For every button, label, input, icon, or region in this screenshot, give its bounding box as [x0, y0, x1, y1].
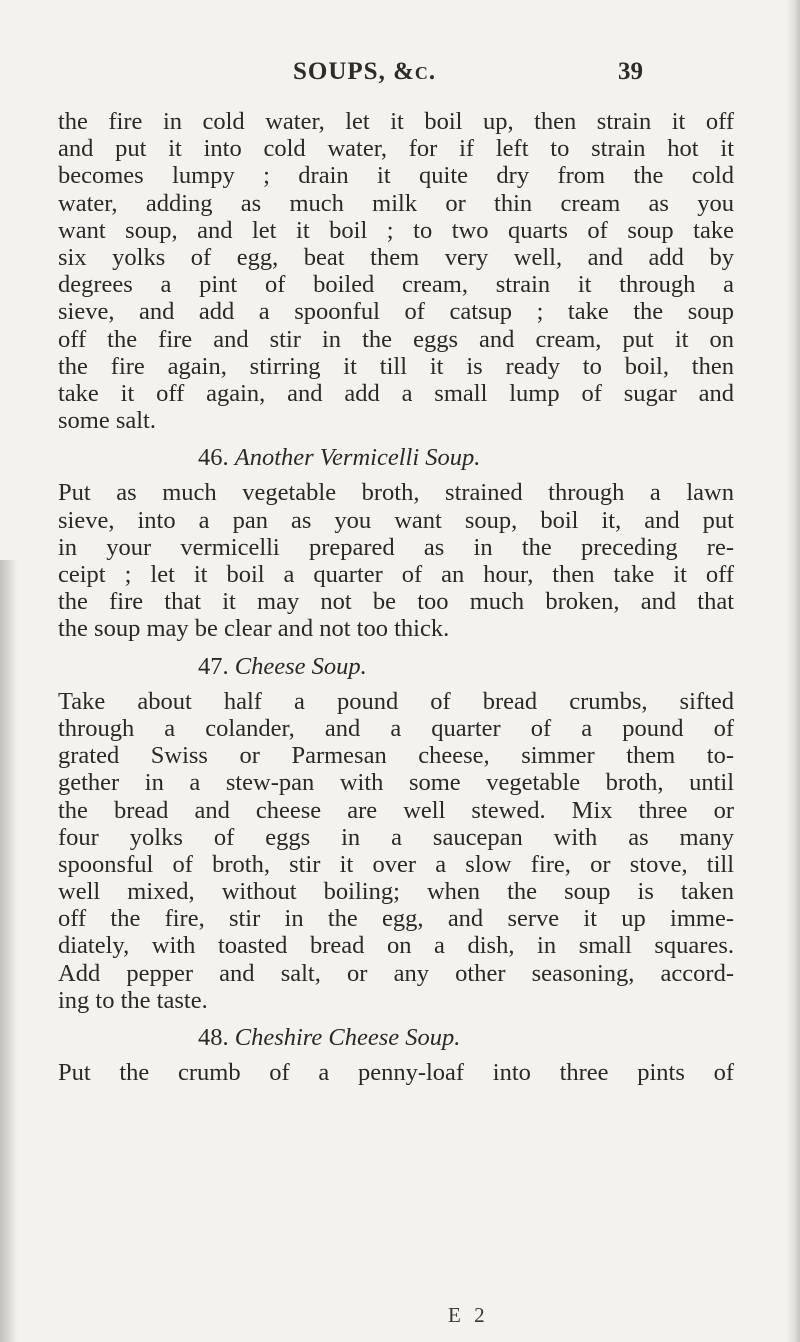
recipe-section-47 [58, 653, 734, 1014]
recipe-number: 47. [198, 652, 229, 680]
recipe-heading [58, 653, 734, 680]
text-line: degrees a pint of boiled cream, strain it through a [58, 271, 734, 299]
text-line: in your vermicelli prepared as in the preceding re- [58, 533, 734, 561]
recipe-title: Another Vermicelli Soup. [234, 444, 481, 472]
text-line: Add pepper and salt, or any other seasoning, accord- [58, 959, 734, 987]
text-line: and put it into cold water, for if left to strain hot it [58, 135, 734, 163]
recipe-number: 48. [198, 1024, 229, 1051]
text-line: the fire in cold water, let it boil up, then strain it off [58, 108, 734, 135]
text-line: off the fire and stir in the eggs and cream, put it on [58, 325, 734, 353]
text-line: the soup may be clear and not too thick. [58, 615, 450, 643]
text-line: Take about half a pound of bread crumbs, sifted [58, 687, 734, 715]
text-line: ing to the taste. [58, 986, 208, 1014]
recipe-section-46 [58, 444, 734, 642]
text-line: through a colander, and a quarter of a pound of [58, 714, 734, 742]
text-line: water, adding as much milk or thin cream as you [58, 189, 734, 217]
recipe-heading [58, 1024, 734, 1051]
text-line: well mixed, without boiling; when the soup is taken [58, 878, 734, 906]
text-line: six yolks of egg, beat them very well, and add by [58, 243, 734, 271]
text-line: the fire again, stirring it till it is ready to boil, then [58, 352, 734, 380]
text-line: grated Swiss or Parmesan cheese, simmer them to- [58, 742, 734, 770]
running-head: SOUPS, &c. [293, 58, 437, 85]
text-line: off the fire, stir in the egg, and serve it up imme- [58, 905, 734, 933]
text-line: take it off again, and add a small lump of sugar and [58, 379, 734, 407]
text-line: gether in a stew-pan with some vegetable broth, until [58, 769, 734, 797]
page-edge-shadow-right [786, 0, 800, 1342]
text-line: Put as much vegetable broth, strained through a lawn [58, 479, 734, 507]
text-line: the bread and cheese are well stewed. Mix three or [58, 796, 734, 824]
text-line: sieve, and add a spoonful of catsup ; take the soup [58, 298, 734, 326]
text-line: diately, with toasted bread on a dish, in small squares. [58, 932, 734, 960]
recipe-section-48 [58, 1024, 734, 1086]
recipe-title: Cheese Soup. [234, 652, 367, 680]
text-line: becomes lumpy ; drain it quite dry from the cold [58, 162, 734, 190]
text-line: the fire that it may not be too much broken, and that [58, 588, 734, 616]
recipe-heading [58, 444, 734, 471]
text-line: sieve, into a pan as you want soup, boil it, and put [58, 506, 734, 534]
text-line: ceipt ; let it boil a quarter of an hour, then take it off [58, 561, 734, 588]
text-line: four yolks of eggs in a saucepan with as many [58, 823, 734, 851]
intro-paragraph [58, 108, 734, 434]
page-edge-shadow-left [0, 560, 18, 1342]
page-header [0, 58, 800, 98]
page-number: 39 [618, 58, 643, 85]
recipe-number: 46. [198, 444, 229, 472]
text-line: some salt. [58, 407, 156, 435]
text-line: Put the crumb of a penny-loaf into three pints of [58, 1059, 734, 1087]
signature-mark: E 2 [448, 1303, 489, 1327]
text-line: want soup, and let it boil ; to two quarts of soup take [58, 216, 734, 244]
body-text [58, 108, 734, 1086]
recipe-title: Cheshire Cheese Soup. [234, 1024, 461, 1051]
text-line: spoonsful of broth, stir it over a slow fire, or stove, till [58, 850, 734, 878]
